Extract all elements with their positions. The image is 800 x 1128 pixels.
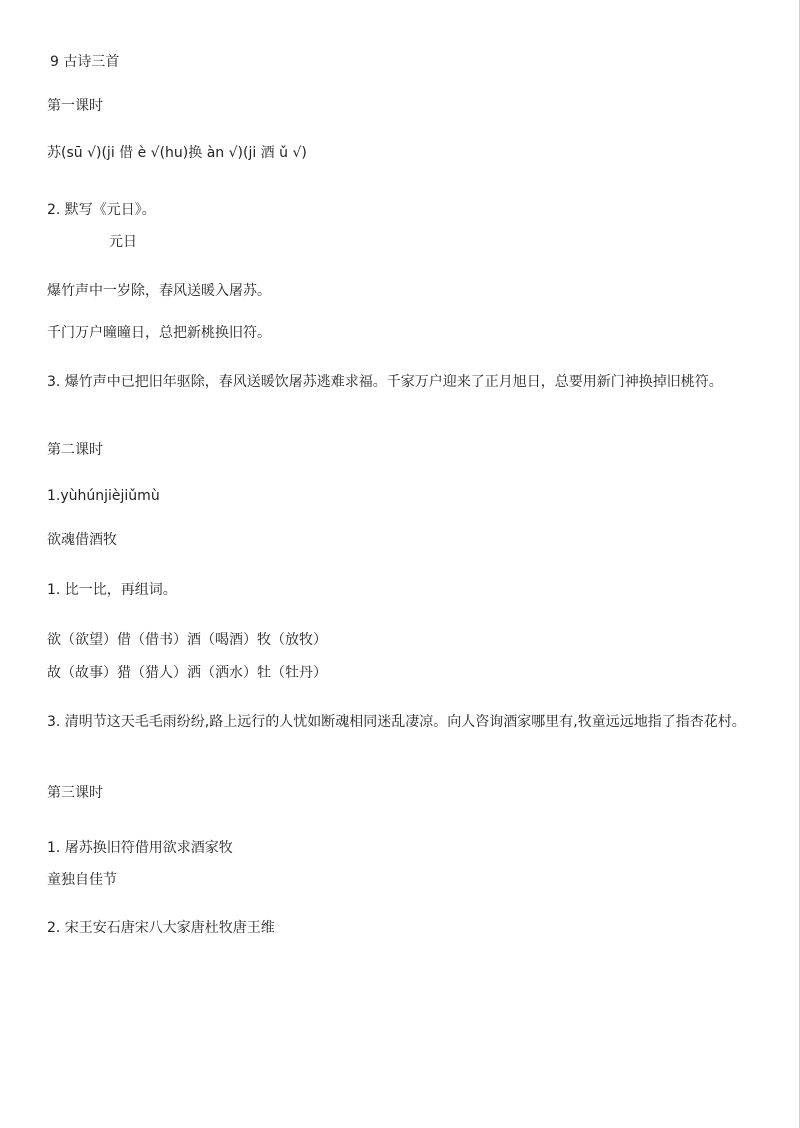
word-group-line-2: 故（故事）猎（猎人）洒（洒水）牡（牡丹）	[47, 665, 327, 681]
section-heading-lesson-1: 第一课时	[47, 98, 103, 114]
poem-title: 元日	[109, 234, 137, 250]
exercise-1-answer-line-1: 1. 屠苏换旧符借用欲求酒家牧	[47, 840, 233, 856]
section-heading-lesson-3: 第三课时	[47, 785, 103, 801]
poem-line-1: 爆竹声中一岁除，春风送暖入屠苏。	[47, 283, 271, 299]
pinyin-answer-line: 1.yùhúnjièjiǔmù	[47, 488, 160, 504]
word-group-line-1: 欲（欲望）借（借书）酒（喝酒）牧（放牧）	[47, 632, 327, 648]
compare-exercise-prompt: 1. 比一比，再组词。	[47, 582, 177, 598]
exercise-1-answer-line-2: 童独自佳节	[47, 872, 117, 888]
exercise-2-prompt: 2. 默写《元日》。	[47, 202, 156, 218]
poem-line-2: 千门万户曈曈日，总把新桃换旧符。	[47, 325, 271, 341]
lesson-title: 9 古诗三首	[50, 54, 120, 70]
characters-answer-line: 欲魂借酒牧	[47, 532, 117, 548]
exercise-2-answer-line: 2. 宋王安石唐宋八大家唐杜牧唐王维	[47, 920, 275, 936]
exercise-3-translation: 3. 爆竹声中已把旧年驱除，春风送暖饮屠苏逃难求福。千家万户迎来了正月旭日，总要用新门神换掉旧桃符。	[47, 374, 723, 390]
pinyin-check-line: 苏(sū √)(ji 借 è √(hu)换 àn √)(ji 酒 ǔ √)	[47, 145, 307, 161]
section-heading-lesson-2: 第二课时	[47, 442, 103, 458]
exercise-3-translation-qingming: 3. 清明节这天毛毛雨纷纷,路上远行的人忧如断魂相同迷乱凄凉。向人咨询酒家哪里有,牧童远远地指了指杏花村。	[47, 714, 746, 730]
